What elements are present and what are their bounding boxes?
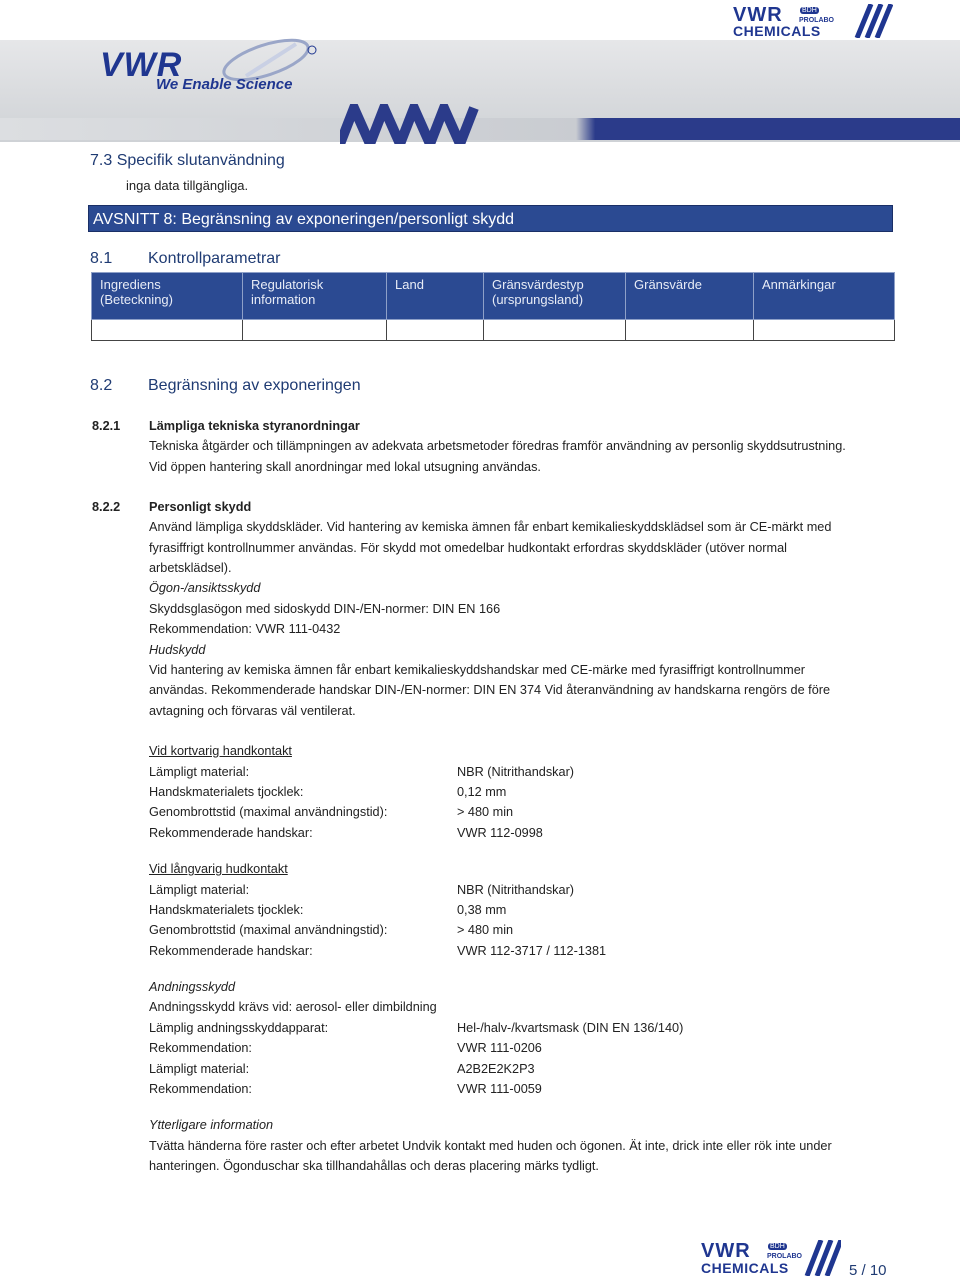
prolabo-text: PROLABO xyxy=(799,17,834,24)
table-header-row xyxy=(92,273,895,320)
skin-line2: användas. Rekommenderade handskar DIN-/EN-normer: DIN EN 374 Vid återanvändning av handskarna rengörs de före xyxy=(149,683,831,697)
header-stripes-icon xyxy=(340,104,480,144)
page-number: 5 / 10 xyxy=(849,1262,887,1279)
sec822-para1-l1: Använd lämpliga skyddskläder. Vid hantering av kemiska ämnen får enbart kemikalieskyddsklädsel som är CE-märkt med xyxy=(149,520,832,534)
short-label: Handskmaterialets tjocklek: xyxy=(149,785,304,799)
col-ingrediens: Ingrediens (Beteckning) xyxy=(92,273,243,320)
short-label: Lämpligt material: xyxy=(149,765,250,779)
bdh-badge: BDH xyxy=(802,7,817,14)
footer-stripes-icon xyxy=(801,1240,841,1276)
stripes-icon xyxy=(851,4,893,38)
vwr-chemicals-logo-top xyxy=(733,4,893,40)
sec821-line1: Tekniska åtgärder och tillämpningen av adekvata arbetsmetoder föredras framför användning av personlig skyddsutrustning. xyxy=(149,439,846,453)
sec81-title: Kontrollparametrar xyxy=(148,250,281,267)
eye-heading: Ögon-/ansiktsskydd xyxy=(149,581,261,595)
short-label: Rekommenderade handskar: xyxy=(149,826,313,840)
resp-label: Rekommendation: xyxy=(149,1041,252,1055)
extra-line1: Tvätta händerna före raster och efter arbetet Undvik kontakt med huden och ögonen. Ät inte, drick inte eller rök inte under xyxy=(149,1139,832,1153)
long-value: NBR (Nitrithandskar) xyxy=(457,883,575,897)
sec822-para1-l2: fyrasiffrigt kontrollnummer användas. För skydd mot omedelbar hudkontakt erfordras skyddskläder (utöver normal xyxy=(149,541,787,555)
long-value: 0,38 mm xyxy=(457,903,507,917)
sec73-title: 7.3 Specifik slutanvändning xyxy=(90,152,285,169)
footer-prolabo: PROLABO xyxy=(767,1253,802,1260)
sec822-title: Personligt skydd xyxy=(149,500,252,514)
col-regulatorisk: Regulatorisk information xyxy=(243,273,387,320)
sec73-text: inga data tillgängliga. xyxy=(126,178,249,193)
extra-line2: hanteringen. Ögonduschar ska tillhandahållas och deras placering märks tydligt. xyxy=(149,1159,599,1173)
long-contact-heading: Vid långvarig hudkontakt xyxy=(149,862,288,876)
footer-vwr: VWR xyxy=(701,1240,751,1262)
section8-header-bar: AVSNITT 8: Begränsning av exponeringen/personligt skydd xyxy=(88,205,893,232)
long-label: Lämpligt material: xyxy=(149,883,250,897)
col-gransvarde: Gränsvärde xyxy=(626,273,754,320)
sec821-line2: Vid öppen hantering skall anordningar med lokal utsugning användas. xyxy=(149,460,541,474)
eye-line2: Rekommendation: VWR 111-0432 xyxy=(149,622,341,636)
vwr-chemicals-logo-footer xyxy=(701,1240,841,1278)
sec821-title: Lämpliga tekniska styranordningar xyxy=(149,419,360,433)
vwr-logo-text: VWR xyxy=(100,46,183,84)
eye-line1: Skyddsglasögon med sidoskydd DIN-/EN-normer: DIN EN 166 xyxy=(149,602,501,616)
vwr-chem-top-vwr: VWR xyxy=(733,4,783,26)
col-land: Land xyxy=(387,273,484,320)
footer-bdh-badge: BDH xyxy=(770,1243,785,1250)
short-label: Genombrottstid (maximal användningstid): xyxy=(149,805,388,819)
vwr-logo xyxy=(96,36,326,96)
short-value: NBR (Nitrithandskar) xyxy=(457,765,575,779)
footer-chemicals: CHEMICALS xyxy=(701,1260,789,1276)
header-stripe xyxy=(0,118,960,140)
resp-line: Andningsskydd krävs vid: aerosol- eller dimbildning xyxy=(149,1000,437,1014)
extra-heading: Ytterligare information xyxy=(149,1118,274,1132)
skin-line3: avtagning och förvaras väl ventilerat. xyxy=(149,704,356,718)
sec82-num: 8.2 xyxy=(90,377,113,394)
resp-value: Hel-/halv-/kvartsmask (DIN EN 136/140) xyxy=(457,1021,684,1035)
long-value: > 480 min xyxy=(457,923,514,937)
sec82-title: Begränsning av exponeringen xyxy=(148,377,361,394)
short-value: 0,12 mm xyxy=(457,785,507,799)
short-contact-heading: Vid kortvarig handkontakt xyxy=(149,744,292,758)
table-row xyxy=(92,320,895,341)
resp-label: Lämpligt material: xyxy=(149,1062,250,1076)
resp-label: Rekommendation: xyxy=(149,1082,252,1096)
long-label: Rekommenderade handskar: xyxy=(149,944,313,958)
resp-value: VWR 111-0206 xyxy=(457,1041,542,1055)
short-value: > 480 min xyxy=(457,805,514,819)
sec81-num: 8.1 xyxy=(90,250,113,267)
short-value: VWR 112-0998 xyxy=(457,826,543,840)
long-value: VWR 112-3717 / 112-1381 xyxy=(457,944,607,958)
sec821-num: 8.2.1 xyxy=(92,419,121,433)
vwr-chem-top-chemicals: CHEMICALS xyxy=(733,23,821,39)
resp-value: VWR 111-0059 xyxy=(457,1082,542,1096)
long-label: Genombrottstid (maximal användningstid): xyxy=(149,923,388,937)
skin-line1: Vid hantering av kemiska ämnen får enbart kemikalieskyddshandskar med CE-märke med fyrasiffrigt kontrollnummer xyxy=(149,663,806,677)
sec822-para1-l3: arbetsklädsel). xyxy=(149,561,232,575)
resp-label: Lämplig andningsskyddapparat: xyxy=(149,1021,329,1035)
col-gransvardestyp: Gränsvärdestyp (ursprungsland) xyxy=(484,273,626,320)
sec822-num: 8.2.2 xyxy=(92,500,121,514)
control-parameters-table xyxy=(91,272,895,341)
vwr-tagline: We Enable Science xyxy=(156,76,293,93)
resp-value: A2B2E2K2P3 xyxy=(457,1062,535,1076)
skin-heading: Hudskydd xyxy=(149,643,206,657)
resp-heading: Andningsskydd xyxy=(149,980,236,994)
long-label: Handskmaterialets tjocklek: xyxy=(149,903,304,917)
col-anmarkingar: Anmärkingar xyxy=(754,273,895,320)
